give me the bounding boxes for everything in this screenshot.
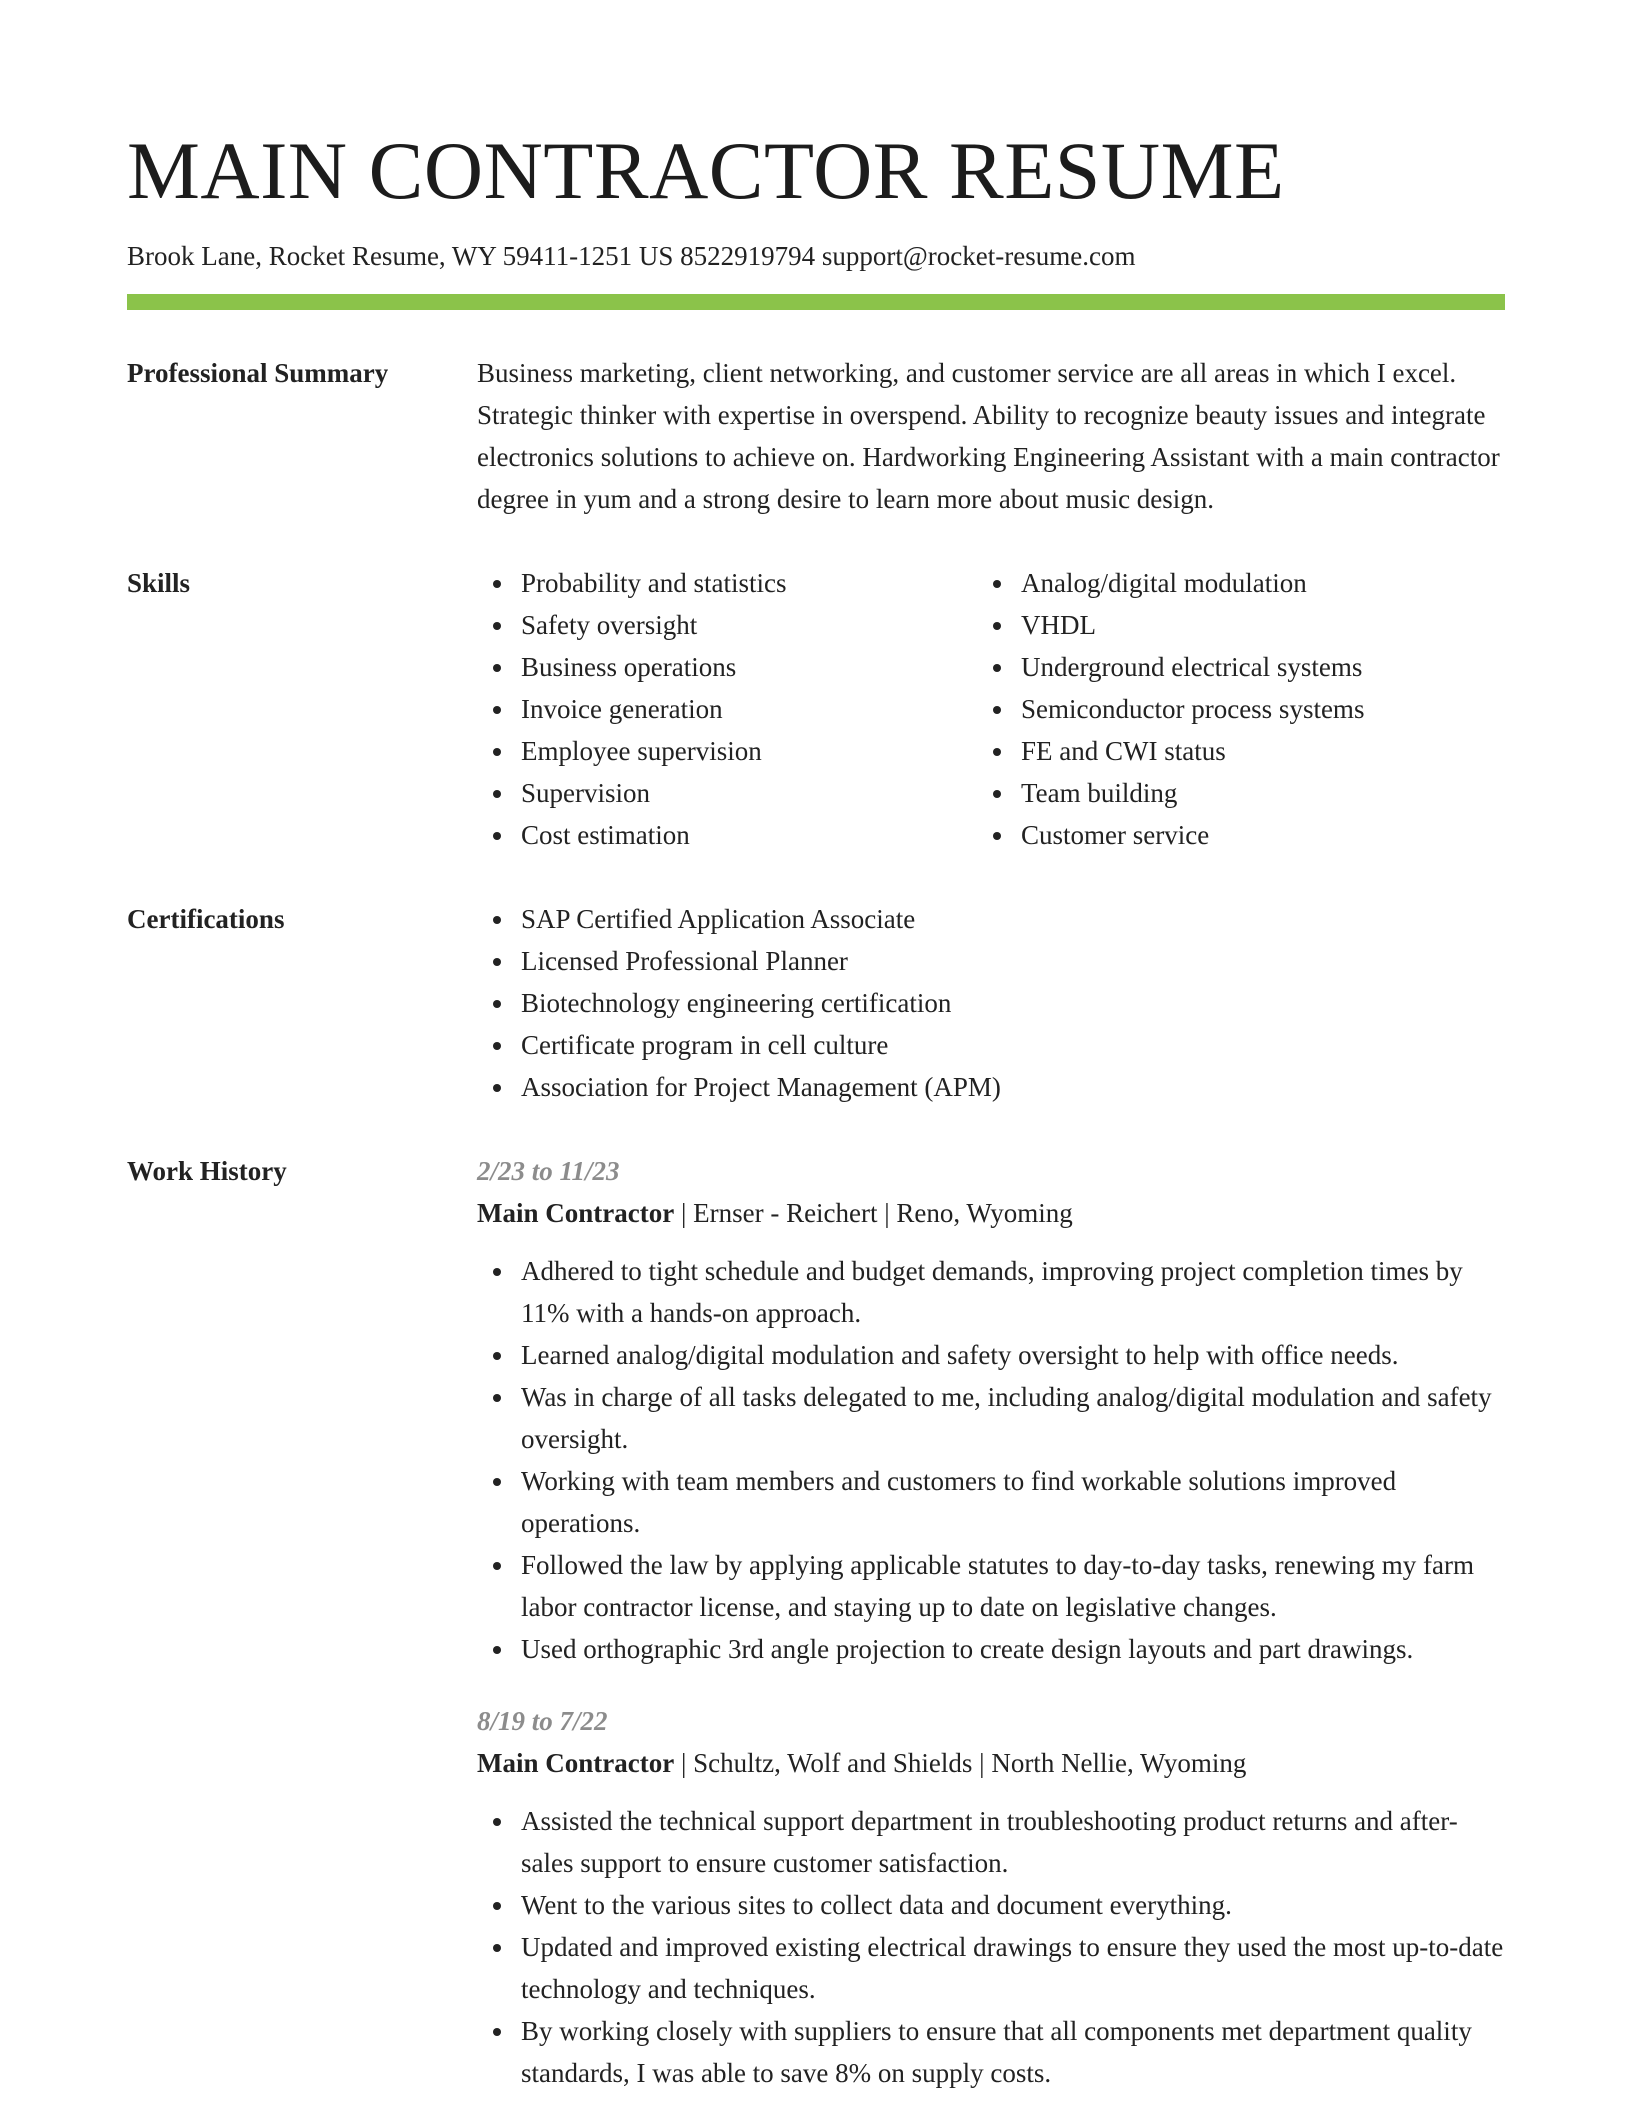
skills-list-right — [977, 562, 1477, 856]
skill-item: Team building — [1021, 772, 1477, 814]
skill-item: Probability and statistics — [521, 562, 977, 604]
job-bullet: Went to the various sites to collect data and document everything. — [521, 1884, 1505, 1926]
job-bullets — [477, 1250, 1505, 1670]
job-bullet: Assisted the technical support department in troubleshooting product returns and after-sales support to ensure customer satisfaction. — [521, 1800, 1505, 1884]
section-work-history — [127, 1150, 1505, 2094]
job-bullet: Adhered to tight schedule and budget demands, improving project completion times by 11% with a hands-on approach. — [521, 1250, 1505, 1334]
job-bullet: Learned analog/digital modulation and safety oversight to help with office needs. — [521, 1334, 1505, 1376]
job-bullet: Used orthographic 3rd angle projection to create design layouts and part drawings. — [521, 1628, 1505, 1670]
job-dates: 2/23 to 11/23 — [477, 1156, 620, 1187]
section-skills — [127, 562, 1505, 856]
certification-item: SAP Certified Application Associate — [521, 898, 1505, 940]
skill-item: Safety oversight — [521, 604, 977, 646]
accent-rule — [127, 294, 1505, 310]
section-label-certifications: Certifications — [127, 904, 285, 935]
job-employer-location: | Schultz, Wolf and Shields | North Nellie, Wyoming — [674, 1748, 1247, 1779]
summary-text: Business marketing, client networking, and customer service are all areas in which I excel. Strategic thinker with expertise in overspend. Ability to recognize beauty issues and integrate electronics solutions to achieve on. Hardworking Engineering Assistant with a main contractor degree in yum and a strong desire to learn more about music design. — [477, 358, 1500, 515]
job-entry — [477, 1700, 1505, 2094]
skills-list-left — [477, 562, 977, 856]
section-certifications — [127, 898, 1505, 1108]
job-dates: 8/19 to 7/22 — [477, 1706, 608, 1737]
resume-title: MAIN CONTRACTOR RESUME — [127, 125, 1285, 216]
skill-item: Supervision — [521, 772, 977, 814]
skill-item: Analog/digital modulation — [1021, 562, 1477, 604]
skill-item: VHDL — [1021, 604, 1477, 646]
job-title: Main Contractor — [477, 1748, 675, 1779]
certifications-list — [477, 898, 1505, 1108]
job-heading — [477, 1742, 1505, 1784]
section-summary — [127, 352, 1505, 520]
job-bullet: Updated and improved existing electrical drawings to ensure they used the most up-to-date technology and techniques. — [521, 1926, 1505, 2010]
skill-item: Business operations — [521, 646, 977, 688]
skill-item: Employee supervision — [521, 730, 977, 772]
job-bullet: Was in charge of all tasks delegated to me, including analog/digital modulation and safety oversight. — [521, 1376, 1505, 1460]
job-bullet: By working closely with suppliers to ensure that all components met department quality standards, I was able to save 8% on supply costs. — [521, 2010, 1505, 2094]
job-employer-location: | Ernser - Reichert | Reno, Wyoming — [674, 1198, 1073, 1229]
certification-item: Biotechnology engineering certification — [521, 982, 1505, 1024]
certification-item: Association for Project Management (APM) — [521, 1066, 1505, 1108]
job-heading — [477, 1192, 1505, 1234]
skill-item: Semiconductor process systems — [1021, 688, 1477, 730]
certification-item: Certificate program in cell culture — [521, 1024, 1505, 1066]
section-label-summary: Professional Summary — [127, 358, 389, 389]
job-title: Main Contractor — [477, 1198, 675, 1229]
job-entry — [477, 1150, 1505, 1670]
job-bullet: Followed the law by applying applicable statutes to day-to-day tasks, renewing my farm labor contractor license, and staying up to date on legislative changes. — [521, 1544, 1505, 1628]
contact-line: Brook Lane, Rocket Resume, WY 59411-1251 US 8522919794 support@rocket-resume.com — [127, 241, 1136, 271]
certification-item: Licensed Professional Planner — [521, 940, 1505, 982]
section-label-work: Work History — [127, 1156, 287, 1187]
skill-item: Underground electrical systems — [1021, 646, 1477, 688]
skill-item: Invoice generation — [521, 688, 977, 730]
skill-item: Customer service — [1021, 814, 1477, 856]
job-bullet: Working with team members and customers to find workable solutions improved operations. — [521, 1460, 1505, 1544]
job-bullets — [477, 1800, 1505, 2094]
skill-item: Cost estimation — [521, 814, 977, 856]
section-label-skills: Skills — [127, 568, 191, 599]
skill-item: FE and CWI status — [1021, 730, 1477, 772]
